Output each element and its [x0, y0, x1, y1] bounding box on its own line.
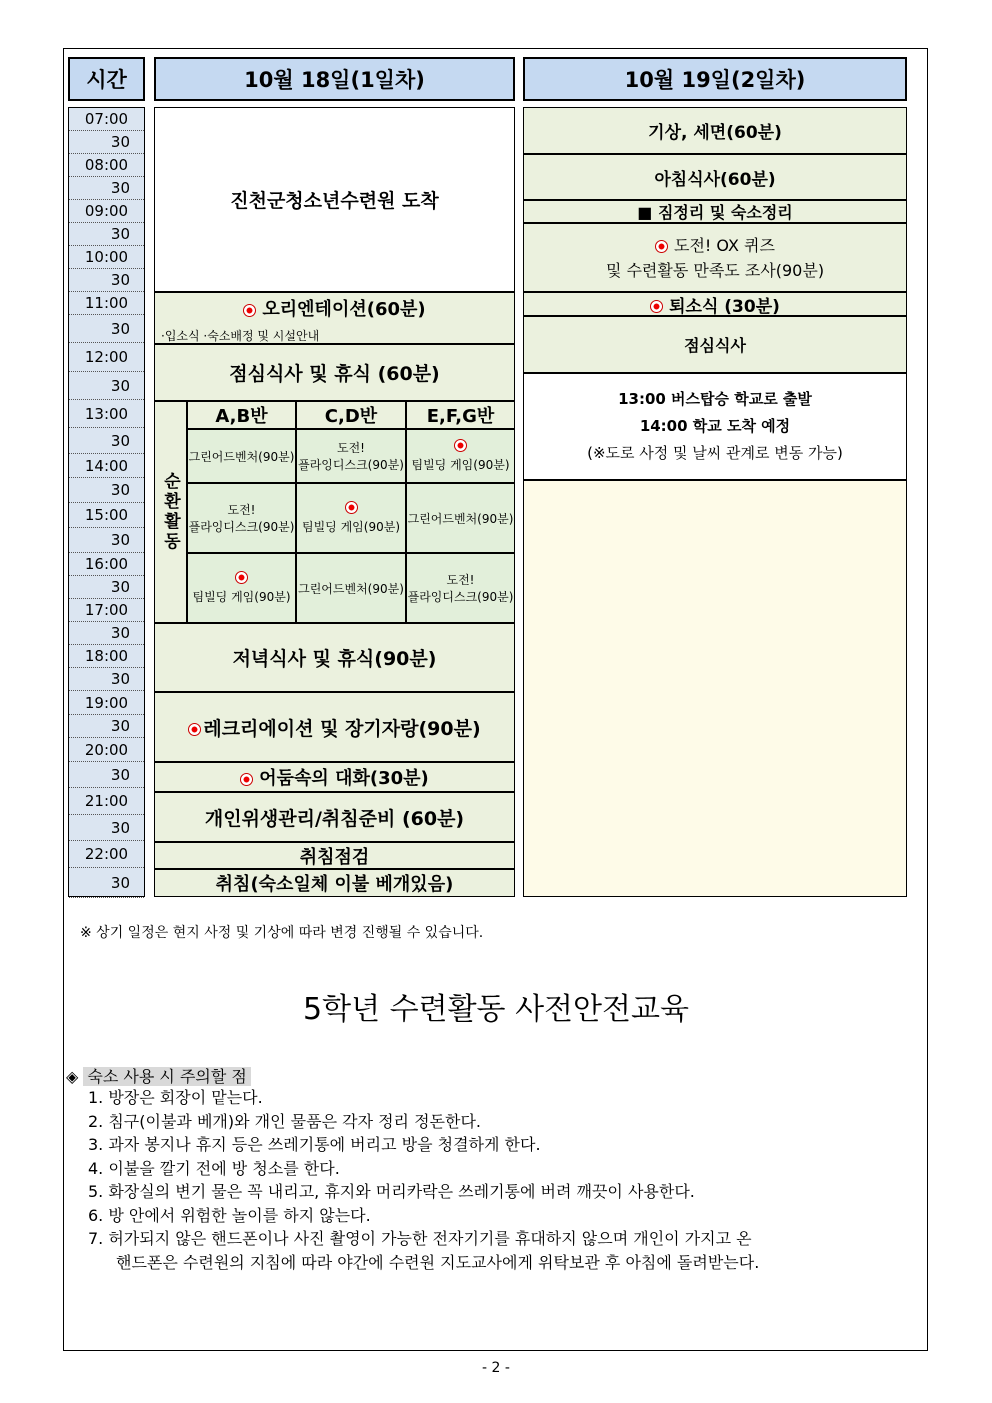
day1-recreation: 레크리에이션 및 장기자랑(90분)	[154, 692, 515, 762]
time-slot: 30	[69, 528, 144, 553]
page-number: - 2 -	[482, 1360, 510, 1376]
time-slot: 30	[69, 576, 144, 599]
target-icon	[454, 439, 467, 452]
target-icon	[240, 773, 253, 786]
rot-r3-ab: 팀빌딩 게임(90분)	[187, 553, 296, 623]
target-icon	[655, 240, 668, 253]
list-item: 7. 허가되지 않은 핸드폰이나 사진 촬영이 가능한 전자기기를 휴대하지 않으며 개인이 가지고 온	[88, 1229, 752, 1248]
diamond-icon: ◈	[66, 1067, 79, 1086]
rules-list	[88, 1086, 918, 1274]
day1-sleep: 취침(숙소일체 이불 베개있음)	[154, 869, 515, 897]
group-efg: E,F,G반	[406, 401, 515, 429]
day2-lunch: 점심식사	[523, 316, 907, 373]
time-slot: 11:00	[69, 292, 144, 315]
time-slot: 30	[69, 668, 144, 691]
page-title: 5학년 수련활동 사전안전교육	[303, 992, 689, 1027]
time-slot: 10:00	[69, 246, 144, 269]
time-slot: 30	[69, 715, 144, 738]
day1-hygiene: 개인위생관리/취침준비 (60분)	[154, 792, 515, 842]
list-item: 3. 과자 봉지나 휴지 등은 쓰레기통에 버리고 방을 청결하게 한다.	[88, 1135, 541, 1154]
time-slot: 30	[69, 269, 144, 292]
time-slot: 30	[69, 372, 144, 400]
time-slot: 30	[69, 131, 144, 154]
day2-quiz: 도전! OX 퀴즈 및 수련활동 만족도 조사(90분)	[523, 223, 907, 292]
time-slot: 13:00	[69, 400, 144, 428]
rot-r1-efg: 팀빌딩 게임(90분)	[406, 429, 515, 483]
day1-lunch: 점심식사 및 휴식 (60분)	[154, 344, 515, 401]
time-slot: 30	[69, 478, 144, 503]
group-cd: C,D반	[296, 401, 406, 429]
rot-r1-cd: 도전! 플라잉디스크(90분)	[296, 429, 406, 483]
group-ab: A,B반	[187, 401, 296, 429]
time-column	[68, 107, 145, 897]
time-slot: 18:00	[69, 645, 144, 668]
time-slot: 17:00	[69, 599, 144, 622]
time-slot: 30	[69, 762, 144, 788]
header-time: 시간	[68, 57, 145, 101]
target-icon	[235, 571, 248, 584]
list-item: 4. 이불을 깔기 전에 방 청소를 한다.	[88, 1158, 340, 1178]
time-slot: 19:00	[69, 691, 144, 715]
time-slot: 30	[69, 315, 144, 343]
time-slot: 20:00	[69, 738, 144, 762]
list-item: 핸드폰은 수련원의 지침에 따라 야간에 수련원 지도교사에게 위탁보관 후 아침에 돌려받는다.	[116, 1252, 760, 1272]
list-item: 6. 방 안에서 위험한 놀이를 하지 않는다.	[88, 1205, 371, 1225]
day1-dinner: 저녁식사 및 휴식(90분)	[154, 623, 515, 692]
list-item: 2. 침구(이불과 베개)와 개인 물품은 각자 정리 정돈한다.	[88, 1111, 482, 1131]
time-slot: 22:00	[69, 841, 144, 868]
target-icon	[243, 304, 256, 317]
day2-bus: 13:00 버스탑승 학교로 출발 14:00 학교 도착 예정 (※도로 사정 및 날씨 관계로 변동 가능)	[523, 373, 907, 480]
day2-empty	[523, 480, 907, 897]
time-slot: 15:00	[69, 503, 144, 528]
rot-r2-ab: 도전! 플라잉디스크(90분)	[187, 483, 296, 553]
section-label: 숙소 사용 시 주의할 점	[83, 1067, 250, 1086]
rotation-label: 순환활동	[154, 401, 187, 623]
time-slot: 30	[69, 622, 144, 645]
time-slot: 08:00	[69, 154, 144, 177]
time-slot: 30	[69, 177, 144, 200]
day1-check: 취침점검	[154, 842, 515, 869]
section-heading	[66, 1064, 251, 1087]
rot-r3-efg: 도전! 플라잉디스크(90분)	[406, 553, 515, 623]
rot-r2-efg: 그린어드벤처(90분)	[406, 483, 515, 553]
time-slot: 21:00	[69, 788, 144, 815]
list-item: 5. 화장실의 변기 물은 꼭 내리고, 휴지와 머리카락은 쓰레기통에 버려 깨끗이 사용한다.	[88, 1182, 695, 1201]
day2-wake: 기상, 세면(60분)	[523, 107, 907, 154]
day2-pack: ■ 짐정리 및 숙소정리	[523, 200, 907, 223]
time-slot: 12:00	[69, 343, 144, 372]
day1-arrival: 진천군청소년수련원 도착	[154, 107, 515, 292]
time-slot: 30	[69, 428, 144, 454]
rot-r1-ab: 그린어드벤처(90분)	[187, 429, 296, 483]
day1-dark-talk: 어둠속의 대화(30분)	[154, 762, 515, 792]
time-slot: 16:00	[69, 553, 144, 576]
day1-orientation: 오리엔테이션(60분) ·입소식 ·숙소배정 및 시설안내	[154, 292, 515, 344]
header-day1: 10월 18일(1일차)	[154, 57, 515, 101]
day2-breakfast: 아침식사(60분)	[523, 154, 907, 200]
rot-r2-cd: 팀빌딩 게임(90분)	[296, 483, 406, 553]
schedule-note: ※ 상기 일정은 현지 사정 및 기상에 따라 변경 진행될 수 있습니다.	[80, 925, 484, 941]
target-icon	[188, 723, 201, 736]
time-slot: 30	[69, 868, 144, 898]
day2-leave: 퇴소식 (30분)	[523, 292, 907, 316]
header-day2: 10월 19일(2일차)	[523, 57, 907, 101]
time-slot: 30	[69, 815, 144, 841]
time-slot: 14:00	[69, 454, 144, 478]
list-item: 1. 방장은 회장이 맡는다.	[88, 1088, 263, 1107]
orientation-sub: ·입소식 ·숙소배정 및 시설안내	[161, 329, 320, 343]
rot-r3-cd: 그린어드벤처(90분)	[296, 553, 406, 623]
time-slot: 07:00	[69, 108, 144, 131]
target-icon	[650, 300, 663, 313]
time-slot: 30	[69, 223, 144, 246]
target-icon	[345, 501, 358, 514]
time-slot: 09:00	[69, 200, 144, 223]
